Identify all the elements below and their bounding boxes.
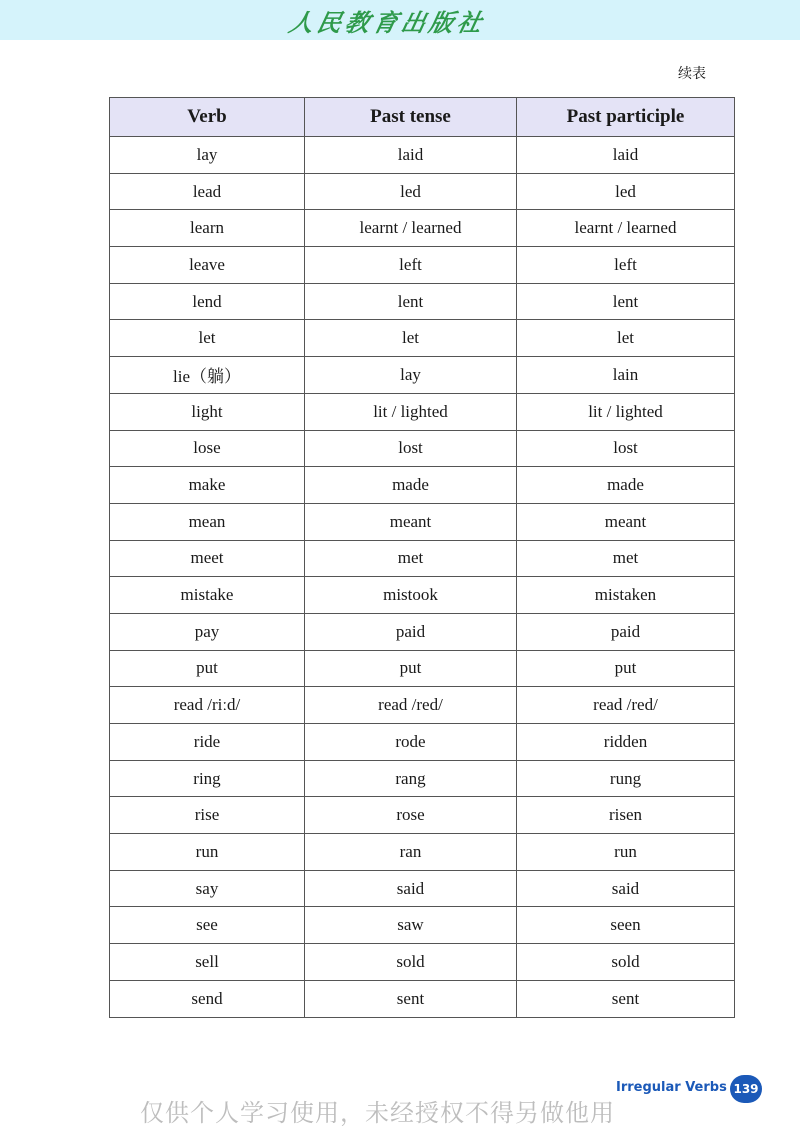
past-participle-cell: laid xyxy=(517,137,735,174)
section-label: Irregular Verbs xyxy=(616,1080,727,1095)
table-row xyxy=(110,247,735,284)
verb-cell: lead xyxy=(110,173,305,210)
irregular-verbs-table xyxy=(109,97,735,1018)
past-participle-cell: left xyxy=(517,247,735,284)
past-participle-cell: seen xyxy=(517,907,735,944)
verb-cell: pay xyxy=(110,613,305,650)
past-tense-cell: sent xyxy=(305,980,517,1017)
table-row xyxy=(110,944,735,981)
past-participle-cell: lost xyxy=(517,430,735,467)
verb-cell: read /riːd/ xyxy=(110,687,305,724)
table-row xyxy=(110,393,735,430)
column-header-past-participle: Past participle xyxy=(517,98,735,137)
table-row xyxy=(110,210,735,247)
past-tense-cell: put xyxy=(305,650,517,687)
past-tense-cell: rose xyxy=(305,797,517,834)
table-row xyxy=(110,613,735,650)
verb-cell: see xyxy=(110,907,305,944)
past-tense-cell: lent xyxy=(305,283,517,320)
past-tense-cell: read /red/ xyxy=(305,687,517,724)
table-row xyxy=(110,173,735,210)
past-tense-cell: meant xyxy=(305,503,517,540)
table-row xyxy=(110,687,735,724)
table-row xyxy=(110,430,735,467)
verb-cell: rise xyxy=(110,797,305,834)
verb-cell: put xyxy=(110,650,305,687)
publisher-logo: 人民教育出版社 xyxy=(286,7,489,37)
past-participle-cell: meant xyxy=(517,503,735,540)
past-participle-cell: sold xyxy=(517,944,735,981)
page-number-badge: 139 xyxy=(730,1075,762,1103)
past-tense-cell: lay xyxy=(305,357,517,394)
column-header-verb: Verb xyxy=(110,98,305,137)
table-row xyxy=(110,503,735,540)
past-participle-cell: met xyxy=(517,540,735,577)
table-row xyxy=(110,320,735,357)
continued-label: 续表 xyxy=(678,66,706,82)
past-tense-cell: rang xyxy=(305,760,517,797)
verb-cell: lie（躺） xyxy=(110,357,305,394)
table-row xyxy=(110,357,735,394)
past-tense-cell: made xyxy=(305,467,517,504)
past-tense-cell: let xyxy=(305,320,517,357)
past-tense-cell: sold xyxy=(305,944,517,981)
table-row xyxy=(110,907,735,944)
table-row xyxy=(110,724,735,761)
table-row xyxy=(110,467,735,504)
past-participle-cell: made xyxy=(517,467,735,504)
verb-cell: ring xyxy=(110,760,305,797)
verb-cell: ride xyxy=(110,724,305,761)
past-participle-cell: rung xyxy=(517,760,735,797)
verb-cell: leave xyxy=(110,247,305,284)
verb-cell: learn xyxy=(110,210,305,247)
past-participle-cell: lit / lighted xyxy=(517,393,735,430)
table-row xyxy=(110,870,735,907)
watermark-text: 仅供个人学习使用，未经授权不得另做他用 xyxy=(140,1099,615,1127)
past-participle-cell: mistaken xyxy=(517,577,735,614)
verb-cell: lend xyxy=(110,283,305,320)
table-row xyxy=(110,577,735,614)
past-tense-cell: rode xyxy=(305,724,517,761)
past-tense-cell: mistook xyxy=(305,577,517,614)
verb-cell: lose xyxy=(110,430,305,467)
past-tense-cell: saw xyxy=(305,907,517,944)
past-participle-cell: paid xyxy=(517,613,735,650)
verb-cell: run xyxy=(110,834,305,871)
past-participle-cell: learnt / learned xyxy=(517,210,735,247)
past-tense-cell: left xyxy=(305,247,517,284)
past-tense-cell: laid xyxy=(305,137,517,174)
past-participle-cell: read /red/ xyxy=(517,687,735,724)
table-row xyxy=(110,797,735,834)
past-tense-cell: lost xyxy=(305,430,517,467)
past-tense-cell: said xyxy=(305,870,517,907)
past-participle-cell: said xyxy=(517,870,735,907)
table-header-row xyxy=(110,98,735,137)
past-tense-cell: learnt / learned xyxy=(305,210,517,247)
past-tense-cell: met xyxy=(305,540,517,577)
verb-cell: make xyxy=(110,467,305,504)
past-participle-cell: let xyxy=(517,320,735,357)
verb-cell: mistake xyxy=(110,577,305,614)
verb-cell: let xyxy=(110,320,305,357)
table-row xyxy=(110,980,735,1017)
past-tense-cell: ran xyxy=(305,834,517,871)
table-row xyxy=(110,834,735,871)
past-participle-cell: lain xyxy=(517,357,735,394)
verb-cell: lay xyxy=(110,137,305,174)
table-row xyxy=(110,540,735,577)
past-participle-cell: led xyxy=(517,173,735,210)
past-tense-cell: paid xyxy=(305,613,517,650)
verb-cell: say xyxy=(110,870,305,907)
past-participle-cell: put xyxy=(517,650,735,687)
past-participle-cell: run xyxy=(517,834,735,871)
verb-cell: light xyxy=(110,393,305,430)
past-participle-cell: ridden xyxy=(517,724,735,761)
verb-cell: mean xyxy=(110,503,305,540)
column-header-past-tense: Past tense xyxy=(305,98,517,137)
table-row xyxy=(110,137,735,174)
past-participle-cell: lent xyxy=(517,283,735,320)
verb-cell: send xyxy=(110,980,305,1017)
verb-cell: sell xyxy=(110,944,305,981)
table-row xyxy=(110,760,735,797)
past-tense-cell: led xyxy=(305,173,517,210)
header-band xyxy=(0,0,800,40)
past-participle-cell: sent xyxy=(517,980,735,1017)
table-row xyxy=(110,650,735,687)
past-participle-cell: risen xyxy=(517,797,735,834)
verb-cell: meet xyxy=(110,540,305,577)
past-tense-cell: lit / lighted xyxy=(305,393,517,430)
table-row xyxy=(110,283,735,320)
